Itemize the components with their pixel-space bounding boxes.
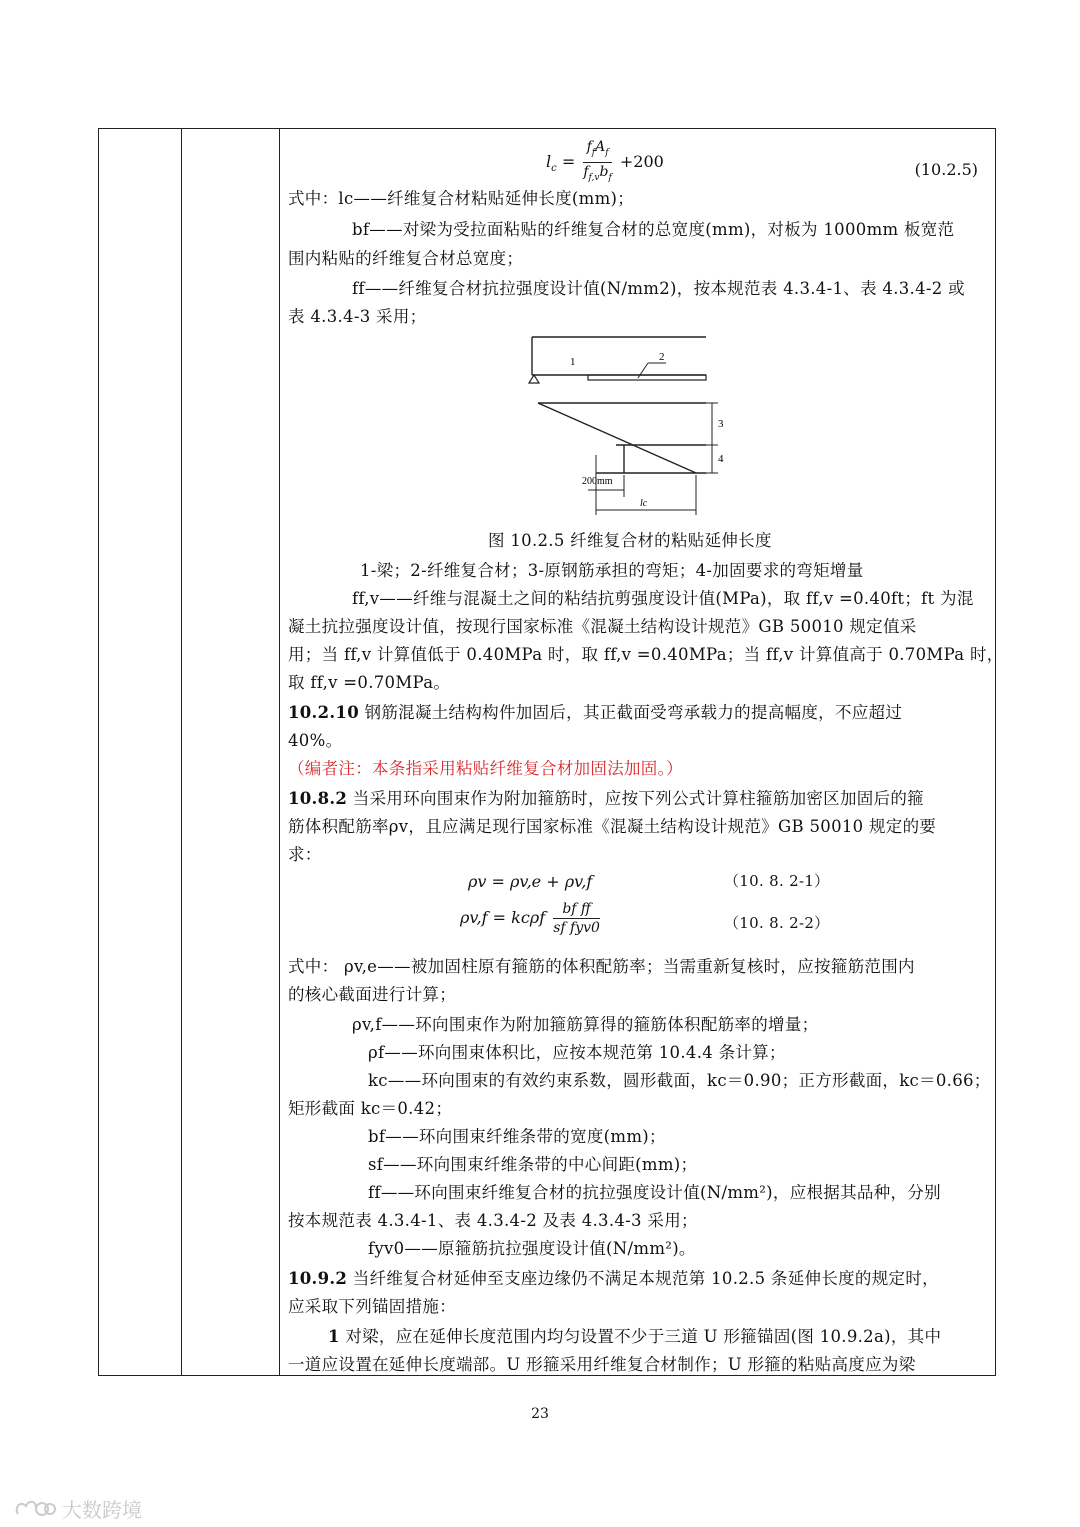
figure-legend: 1-梁；2-纤维复合材；3-原钢筋承担的弯矩；4-加固要求的弯矩增量 [360,561,864,580]
text-line: 40%。 [288,731,343,750]
text-line: 按本规范表 4.3.4-1、表 4.3.4-2 及表 4.3.4-3 采用； [288,1211,698,1230]
text-line: ff——纤维复合材抗拉强度设计值(N/mm2)，按本规范表 4.3.4-1、表 4.3.4-2 或 [352,279,965,298]
column-divider [181,129,182,1375]
text-line: 表 4.3.4-3 采用； [288,307,427,326]
text-line: 矩形截面 kc＝0.42； [288,1099,453,1118]
text-line: 的核心截面进行计算； [288,985,456,1004]
text-line: 围内粘贴的纤维复合材总宽度； [288,249,524,268]
equation-number: (10.2.5) [914,160,978,179]
text-line: kc——环向围束的有效约束系数，圆形截面，kc＝0.90；正方形截面，kc＝0.66； [368,1071,991,1090]
figure-caption: 图 10.2.5 纤维复合材的粘贴延伸长度 [488,531,772,550]
item-1: 1 对梁，应在延伸长度范围内均匀设置不少于三道 U 形箍锚固(图 10.9.2a)，其中 [328,1327,942,1346]
clause-10-2-10: 10.2.10 钢筋混凝土结构构件加固后，其正截面受弯承载力的提高幅度，不应超过 [288,703,903,722]
text-line: ff——环向围束纤维复合材的抗拉强度设计值(N/mm²)，应根据其品种，分别 [368,1183,941,1202]
clause-10-8-2: 10.8.2 当采用环向围束作为附加箍筋时，应按下列公式计算柱箍筋加密区加固后的箍 [288,789,924,808]
watermark-logo-icon [14,1498,56,1520]
text-line: sf——环向围束纤维条带的中心间距(mm)； [368,1155,698,1174]
equation-number: （10. 8. 2-2） [724,914,830,932]
equation-number: （10. 8. 2-1） [724,872,830,890]
text-line: ρf——环向围束体积比，应按本规范第 10.4.4 条计算； [368,1043,786,1062]
text-line: 式中： ρv,e——被加固柱原有箍筋的体积配筋率；当需重新复核时，应按箍筋范围内 [288,957,915,976]
text-line: ff,v——纤维与混凝土之间的粘结抗剪强度设计值(MPa)，取 ff,v =0.40ft；ft 为混 [352,589,974,608]
column-divider [279,129,280,1375]
text-line: 凝土抗拉强度设计值，按现行国家标准《混凝土结构设计规范》GB 50010 规定值采 [288,617,917,636]
text-line: fyv0——原箍筋抗拉强度设计值(N/mm²)。 [368,1239,696,1258]
figure-dim-lc: lc [640,498,648,509]
text-line: bf——对梁为受拉面粘贴的纤维复合材的总宽度(mm)，对板为 1000mm 板宽范 [352,220,955,239]
editor-note: （编者注：本条指采用粘贴纤维复合材加固法加固。） [288,759,683,778]
content-cell [288,128,1004,1376]
formula-10-8-2-1: ρv = ρv,e + ρv,f [468,872,593,891]
watermark [14,1494,142,1523]
formula-10-2-5: $l_c$ = $\frac{f_fA_f}{f_{f,v}b_f}$ +200 [546,139,664,183]
figure-label-4: 4 [718,453,724,465]
text-line: ρv,f——环向围束作为附加箍筋算得的箍筋体积配筋率的增量； [352,1015,819,1034]
text-line: 应采取下列锚固措施： [288,1297,456,1316]
extension-length-figure [526,335,726,520]
text-line: 用；当 ff,v 计算值低于 0.40MPa 时，取 ff,v =0.40MPa；当 ff,v 计算值高于 0.70MPa 时， [288,645,1004,664]
text-line: 筋体积配筋率ρv，且应满足现行国家标准《混凝土结构设计规范》GB 50010 规定的要 [288,817,937,836]
text-line: 式中：lc——纤维复合材粘贴延伸长度(mm)； [288,189,635,208]
figure-dim-200: 200mm [582,476,613,487]
text-line: 一道应设置在延伸长度端部。U 形箍采用纤维复合材制作；U 形箍的粘贴高度应为梁 [288,1355,916,1374]
figure-label-1: 1 [570,356,576,368]
formula-10-8-2-2: ρv,f = kcρf $\frac{\text{bf ff}}{\text{sf fyv0}}$ [460,901,600,936]
page-number: 23 [531,1406,549,1422]
figure-label-2: 2 [659,351,665,363]
text-line: 求： [288,845,322,864]
watermark-text: 大数跨境 [62,1498,142,1522]
text-line: 取 ff,v =0.70MPa。 [288,673,451,692]
clause-10-9-2: 10.9.2 当纤维复合材延伸至支座边缘仍不满足本规范第 10.2.5 条延伸长度的规定时， [288,1269,939,1288]
text-line: bf——环向围束纤维条带的宽度(mm)； [368,1127,666,1146]
figure-label-3: 3 [718,418,724,430]
